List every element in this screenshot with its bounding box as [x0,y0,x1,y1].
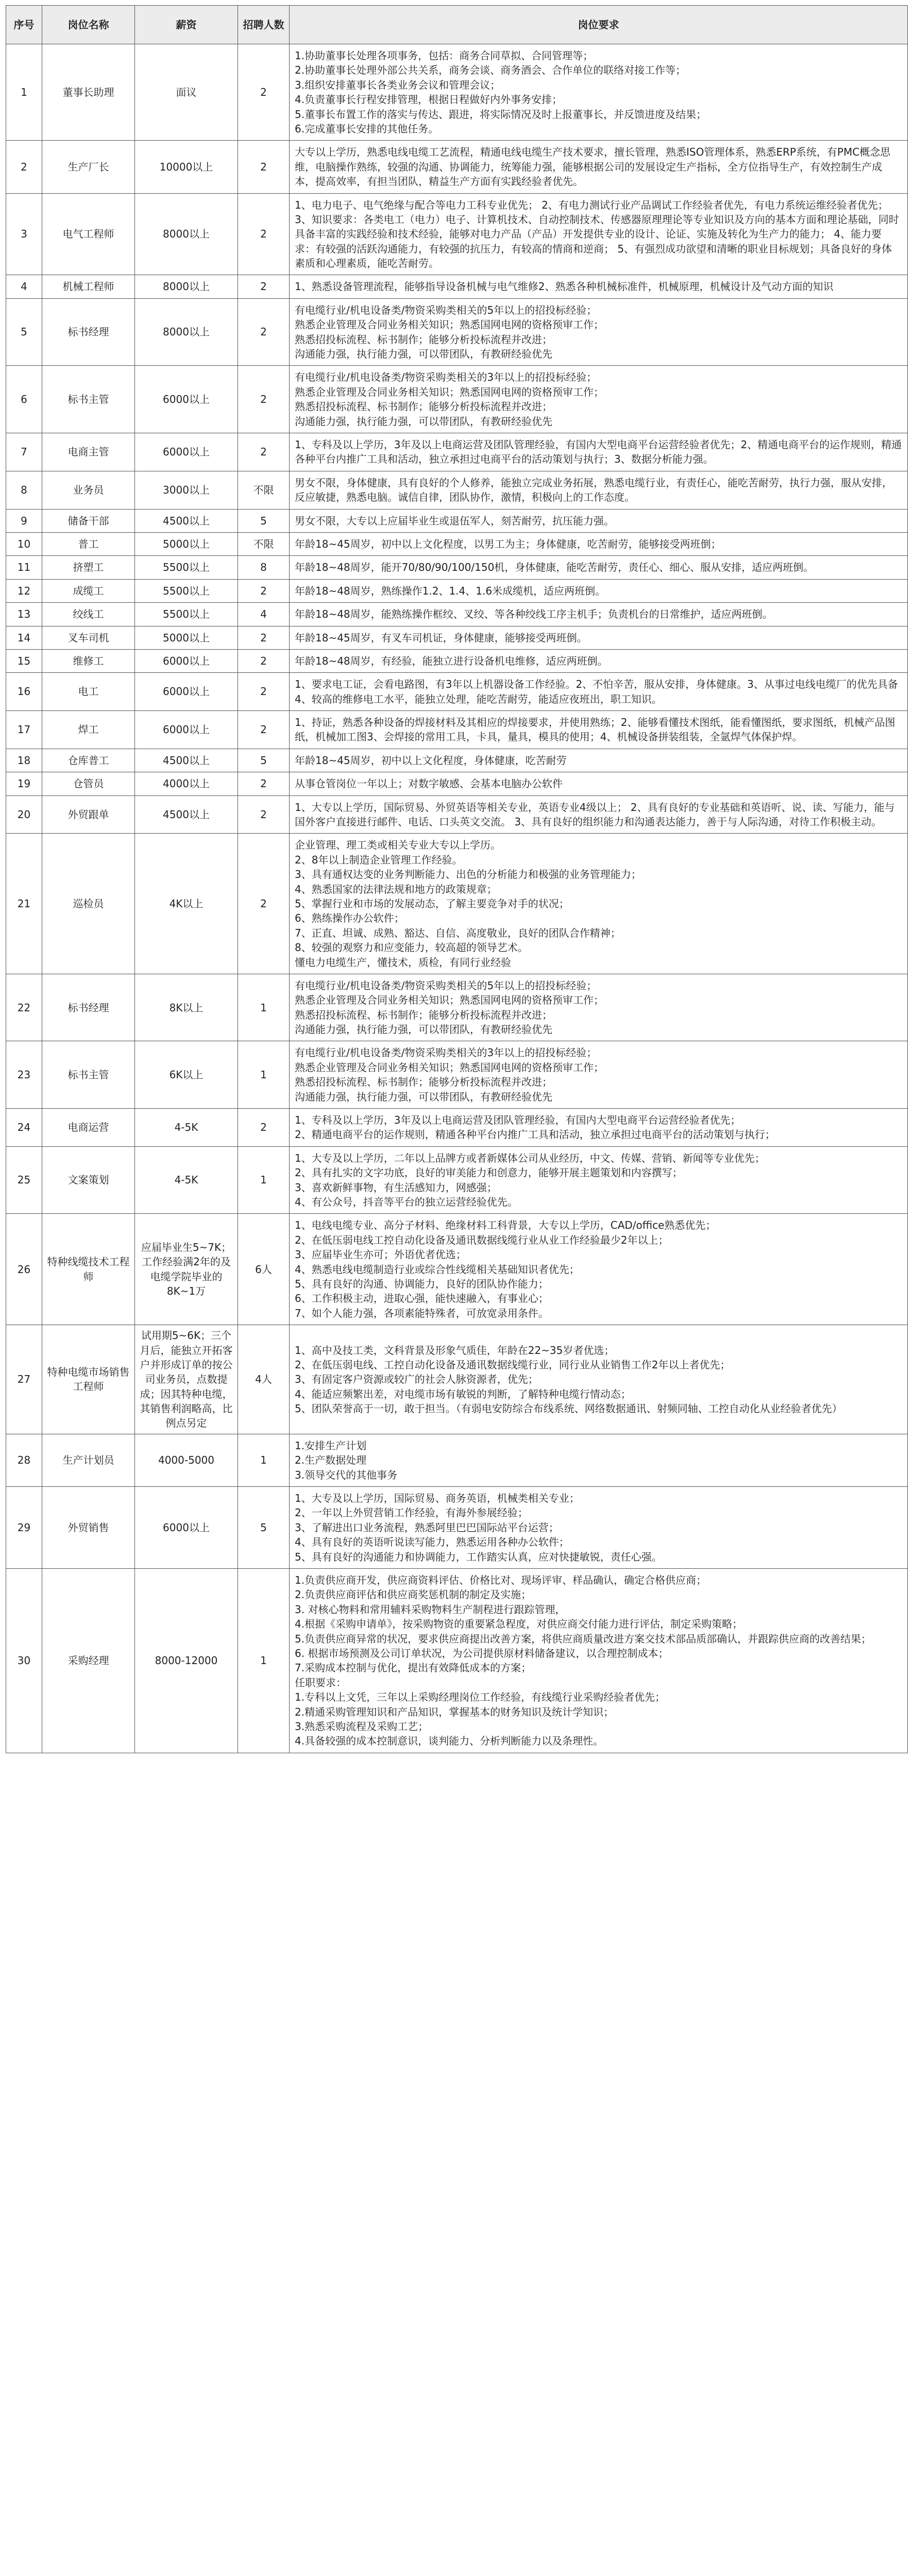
table-row [6,579,908,602]
requirements-cell [290,141,908,193]
headcount-cell: 2 [238,711,290,749]
requirement-line: 1、电线电缆专业、高分子材料、绝缘材料工科背景，大专以上学历，CAD/office熟悉优先； [295,1219,716,1232]
table-row [6,974,908,1041]
table-row [6,1434,908,1486]
row-index: 27 [6,1325,42,1434]
position-name: 绞线工 [42,603,135,626]
requirements-cell [290,366,908,433]
requirement-line: 1.负责供应商开发，供应商资料评估、价格比对、现场评审、样品确认，确定合格供应商； [295,1573,707,1586]
position-name: 外贸销售 [42,1487,135,1569]
headcount-cell: 1 [238,1041,290,1109]
requirement-line: 熟悉招投标流程、标书制作；能够分析投标流程并改进； [295,333,552,346]
position-name: 挤塑工 [42,556,135,579]
row-index: 21 [6,834,42,974]
requirement-line: 1、大专及以上学历，二年以上品牌方或者新媒体公司从业经历，中文、传媒、营销、新闻等专业优先； [295,1151,765,1164]
requirements-cell [290,1434,908,1486]
requirement-line: 3、具有通权达变的业务判断能力、出色的分析能力和极强的业务管理能力； [295,868,641,881]
requirement-line: 4、有公众号，抖音等平台的独立运营经验优先。 [295,1196,518,1208]
table-row [6,673,908,711]
job-table [6,5,908,1753]
headcount-cell: 4 [238,603,290,626]
headcount-cell: 2 [238,275,290,298]
salary-cell: 6000以上 [135,711,238,749]
requirement-line: 熟悉企业管理及合同业务相关知识；熟悉国网电网的资格预审工作； [295,1061,604,1074]
position-name: 董事长助理 [42,44,135,141]
requirements-cell [290,1146,908,1214]
requirements-cell [290,532,908,555]
table-row [6,1214,908,1325]
row-index: 5 [6,298,42,366]
position-name: 生产计划员 [42,1434,135,1486]
salary-cell: 5000以上 [135,626,238,649]
salary-cell: 6000以上 [135,673,238,711]
row-index: 16 [6,673,42,711]
requirements-cell [290,626,908,649]
requirements-cell [290,471,908,509]
row-index: 22 [6,974,42,1041]
requirement-line: 4、具有良好的英语听说读写能力，熟悉运用各种办公软件； [295,1536,569,1549]
requirements-cell [290,1041,908,1109]
requirements-cell [290,579,908,602]
row-index: 9 [6,509,42,532]
row-index: 7 [6,433,42,471]
row-index: 17 [6,711,42,749]
salary-cell: 8000以上 [135,298,238,366]
requirement-line: 2、一年以上外贸营销工作经验，有海外参展经验； [295,1506,528,1519]
position-name: 电商运营 [42,1109,135,1147]
requirement-line: 1、高中及技工类，文科背景及形象气质佳，年龄在22~35岁者优选； [295,1344,615,1357]
table-row [6,509,908,532]
position-name: 标书经理 [42,298,135,366]
row-index: 23 [6,1041,42,1109]
table-row [6,1109,908,1147]
requirements-cell [290,1214,908,1325]
position-name: 文案策划 [42,1146,135,1214]
table-row [6,44,908,141]
requirement-line: 1、专科及以上学历，3年及以上电商运营及团队管理经验，有国内大型电商平台运营经验者优先；2、精通电商平台的运作规则，精通各种平台内推广工具和活动，独立承担过电商平台的活动策划与执行；3、数据分析能力强。 [295,438,902,466]
salary-cell: 4500以上 [135,509,238,532]
salary-cell: 5500以上 [135,603,238,626]
requirements-cell [290,433,908,471]
headcount-cell: 2 [238,366,290,433]
requirements-cell [290,772,908,795]
requirement-line: 年龄18~45周岁，有叉车司机证，身体健康，能够接受两班倒。 [295,631,587,644]
position-name: 标书经理 [42,974,135,1041]
recruitment-sheet [6,5,907,1753]
row-index: 19 [6,772,42,795]
requirement-line: 1、熟悉设备管理流程，能够指导设备机械与电气维修2、熟悉各种机械标准件，机械原理，机械设计及气动方面的知识 [295,280,834,293]
requirements-cell [290,298,908,366]
requirement-line: 4.根据《采购申请单》，按采购物资的重要紧急程度，对供应商交付能力进行评估，制定采购策略； [295,1618,743,1631]
row-index: 4 [6,275,42,298]
position-name: 储备干部 [42,509,135,532]
requirement-line: 2.精通采购管理知识和产品知识，掌握基本的财务知识及统计学知识； [295,1705,614,1718]
requirement-line: 1.专科以上文凭，三年以上采购经理岗位工作经验，有线缆行业采购经验者优先； [295,1691,666,1704]
headcount-cell: 2 [238,1109,290,1147]
position-name: 焊工 [42,711,135,749]
requirement-line: 6、熟练操作办公软件； [295,912,404,925]
requirements-cell [290,834,908,974]
job-rows [6,44,908,1753]
requirement-line: 年龄18~48周岁，熟练操作1.2、1.4、1.6米成缆机，适应两班倒。 [295,584,606,597]
salary-cell: 4500以上 [135,795,238,834]
salary-cell: 4000以上 [135,772,238,795]
requirement-line: 2.负责供应商评估和供应商奖惩机制的制定及实施； [295,1588,532,1601]
requirement-line: 3.领导交代的其他事务 [295,1468,398,1481]
header-position: 岗位名称 [42,6,135,44]
requirements-cell [290,711,908,749]
table-row [6,711,908,749]
headcount-cell: 2 [238,649,290,672]
headcount-cell: 2 [238,433,290,471]
table-row [6,772,908,795]
salary-cell: 5500以上 [135,556,238,579]
requirement-line: 沟通能力强，执行能力强，可以带团队，有教研经验优先 [295,1023,552,1036]
row-index: 12 [6,579,42,602]
requirement-line: 6.完成董事长安排的其他任务。 [295,122,439,135]
position-name: 特种电缆市场销售工程师 [42,1325,135,1434]
position-name: 外贸跟单 [42,795,135,834]
position-name: 标书主管 [42,366,135,433]
requirements-cell [290,193,908,275]
requirement-line: 大专以上学历，熟悉电线电缆工艺流程，精通电线电缆生产技术要求，擅长管理，熟悉ISO管理体系，熟悉ERP系统，有PMC概念思维，电脑操作熟练，较强的沟通、协调能力，统筹能力强，能够根据公司的发展设定生产指标，全方位指导生产，有效控制生产成本，提高效率，有担当团队，精益生产方面有实践经验者优先。 [295,146,891,188]
headcount-cell: 2 [238,626,290,649]
headcount-cell: 1 [238,1434,290,1486]
requirement-line: 2.生产数据处理 [295,1454,367,1467]
salary-cell: 面议 [135,44,238,141]
headcount-cell: 5 [238,509,290,532]
requirement-line: 1、大专及以上学历，国际贸易、商务英语，机械类相关专业； [295,1492,580,1505]
salary-cell: 8000-12000 [135,1568,238,1753]
requirement-line: 1.安排生产计划 [295,1439,367,1452]
table-row [6,1146,908,1214]
table-row [6,1041,908,1109]
position-name: 成缆工 [42,579,135,602]
salary-cell: 应届毕业生5~7K；工作经验满2年的及电缆学院毕业的8K~1万 [135,1214,238,1325]
requirement-line: 3.熟悉采购流程及采购工艺； [295,1720,429,1733]
position-name: 特种线缆技术工程师 [42,1214,135,1325]
row-index: 24 [6,1109,42,1147]
requirement-line: 4.具备较强的成本控制意识，谈判能力、分析判断能力以及条理性。 [295,1735,604,1748]
requirement-line: 2、8年以上制造企业管理工作经验。 [295,853,463,866]
requirement-line: 熟悉招投标流程、标书制作；能够分析投标流程并改进； [295,400,552,413]
salary-cell: 4-5K [135,1146,238,1214]
header-index: 序号 [6,6,42,44]
requirement-line: 3、应届毕业生亦可；外语优者优选； [295,1248,466,1261]
header-headcount: 招聘人数 [238,6,290,44]
requirement-line: 2、在低压弱电线、工控自动化设备及通讯数据线缆行业，同行业从业销售工作2年以上者优先； [295,1358,731,1371]
position-name: 仓库普工 [42,749,135,772]
headcount-cell: 2 [238,834,290,974]
requirement-line: 7、如个人能力强，各项素能特殊者，可放宽录用条件。 [295,1307,549,1319]
requirements-cell [290,673,908,711]
requirement-line: 3. 对核心物料和常用辅料采购物料生产制程进行跟踪管理， [295,1603,566,1616]
requirements-cell [290,509,908,532]
table-row [6,366,908,433]
requirement-line: 年龄18~48周岁，能熟练操作框绞、叉绞、等各种绞线工序主机手；负责机台的日常维护，适应两班倒。 [295,608,773,621]
requirement-line: 1.协助董事长处理各项事务，包括：商务合同草拟、合同管理等； [295,49,594,62]
table-row [6,298,908,366]
header-requirements: 岗位要求 [290,6,908,44]
headcount-cell: 4人 [238,1325,290,1434]
requirements-cell [290,1568,908,1753]
headcount-cell: 不限 [238,471,290,509]
headcount-cell: 2 [238,772,290,795]
requirement-line: 熟悉企业管理及合同业务相关知识；熟悉国网电网的资格预审工作； [295,385,604,398]
salary-cell: 6K以上 [135,1041,238,1109]
table-row [6,532,908,555]
requirement-line: 2.协助董事长处理外部公共关系，商务会谈、商务酒会、合作单位的联络对接工作等； [295,64,686,77]
requirement-line: 4、能适应频繁出差，对电缆市场有敏锐的判断，了解特种电缆行情动态； [295,1387,631,1400]
requirement-line: 沟通能力强，执行能力强，可以带团队，有教研经验优先 [295,415,552,428]
row-index: 3 [6,193,42,275]
requirement-line: 2、在低压弱电线工控自动化设备及通讯数据线缆行业从业工作经验最少2年以上； [295,1233,669,1246]
headcount-cell: 2 [238,579,290,602]
headcount-cell: 2 [238,141,290,193]
salary-cell: 5500以上 [135,579,238,602]
table-row [6,1568,908,1753]
salary-cell: 3000以上 [135,471,238,509]
headcount-cell: 6人 [238,1214,290,1325]
requirement-line: 男女不限，身体健康，具有良好的个人修养，能独立完成业务拓展，熟悉电缆行业，有责任心，能吃苦耐劳，执行力强，服从安排，反应敏捷，熟悉电脑。诚信自律，团队协作，激情，积极向上的工作态度。 [295,476,892,504]
row-index: 28 [6,1434,42,1486]
position-name: 标书主管 [42,1041,135,1109]
salary-cell: 4K以上 [135,834,238,974]
requirement-line: 年龄18~45周岁，初中以上文化程度，身体健康，吃苦耐劳 [295,754,567,767]
row-index: 20 [6,795,42,834]
requirements-cell [290,1487,908,1569]
salary-cell: 8K以上 [135,974,238,1041]
requirement-line: 企业管理、理工类或相关专业大专以上学历。 [295,839,501,852]
position-name: 普工 [42,532,135,555]
table-row [6,141,908,193]
requirement-line: 熟悉招投标流程、标书制作；能够分析投标流程并改进； [295,1076,552,1089]
requirement-line: 2、精通电商平台的运作规则，精通各种平台内推广工具和活动，独立承担过电商平台的活动策划与执行； [295,1128,775,1141]
position-name: 电工 [42,673,135,711]
table-row [6,795,908,834]
row-index: 2 [6,141,42,193]
requirement-line: 4.负责董事长行程安排管理，根据日程做好内外事务安排； [295,93,563,106]
requirement-line: 年龄18~48周岁，能开70/80/90/100/150机，身体健康，能吃苦耐劳，责任心、细心、服从安排，适应两班倒。 [295,561,814,574]
requirement-line: 4、熟悉电线电缆制造行业或综合性线缆相关基础知识者优先； [295,1263,580,1276]
requirements-cell [290,1325,908,1434]
requirement-line: 8、较强的观察力和应变能力，较高超的领导艺术。 [295,941,528,954]
requirement-line: 3、有固定客户资源或较广的社会人脉资源者，优先； [295,1373,538,1386]
requirement-line: 1、要求电工证，会看电路图，有3年以上机器设备工作经验。2、不怕辛苦，服从安排，身体健康。3、从事过电线电缆厂的优先具备 4、较高的维修电工水平，能独立处理，能吃苦耐劳，能适应夜班出，职工知识。 [295,678,898,705]
requirement-line: 沟通能力强，执行能力强，可以带团队，有教研经验优先 [295,1090,552,1103]
requirements-cell [290,974,908,1041]
requirement-line: 5、具有良好的沟通、协调能力，良好的团队协作能力； [295,1277,549,1290]
row-index: 13 [6,603,42,626]
requirement-line: 从事仓管岗位一年以上；对数字敏感、会基本电脑办公软件 [295,777,563,790]
headcount-cell: 1 [238,974,290,1041]
row-index: 1 [6,44,42,141]
table-row [6,649,908,672]
table-row [6,471,908,509]
requirement-line: 有电缆行业/机电设备类/物资采购类相关的3年以上的招投标经验； [295,371,597,384]
requirement-line: 年龄18~45周岁，初中以上文化程度，以男工为主；身体健康，吃苦耐劳，能够接受两班倒； [295,537,721,550]
row-index: 29 [6,1487,42,1569]
row-index: 18 [6,749,42,772]
table-row [6,603,908,626]
requirements-cell [290,556,908,579]
requirement-line: 5、掌握行业和市场的发展动态，了解主要竞争对手的状况； [295,897,569,910]
row-index: 14 [6,626,42,649]
header-row [6,6,908,44]
headcount-cell: 不限 [238,532,290,555]
table-row [6,834,908,974]
requirement-line: 4、熟悉国家的法律法规和地方的政策规章； [295,883,497,895]
requirements-cell [290,795,908,834]
table-row [6,626,908,649]
salary-cell: 6000以上 [135,1487,238,1569]
salary-cell: 4000-5000 [135,1434,238,1486]
headcount-cell: 1 [238,1568,290,1753]
headcount-cell: 2 [238,673,290,711]
requirement-line: 沟通能力强，执行能力强，可以带团队，有教研经验优先 [295,348,552,361]
headcount-cell: 2 [238,298,290,366]
salary-cell: 试用期5~6K；三个月后，能独立开拓客户并形成订单的按公司业务员，点数提成；因其特种电缆，其销售利润略高，比例点另定 [135,1325,238,1434]
position-name: 业务员 [42,471,135,509]
requirements-cell [290,649,908,672]
requirement-line: 熟悉企业管理及合同业务相关知识；熟悉国网电网的资格预审工作； [295,994,604,1007]
position-name: 维修工 [42,649,135,672]
headcount-cell: 2 [238,193,290,275]
table-row [6,1487,908,1569]
salary-cell: 4500以上 [135,749,238,772]
table-row [6,749,908,772]
requirements-cell [290,275,908,298]
row-index: 11 [6,556,42,579]
requirement-line: 有电缆行业/机电设备类/物资采购类相关的5年以上的招投标经验； [295,979,597,992]
requirements-cell [290,749,908,772]
requirement-line: 7.采购成本控制与优化，提出有效降低成本的方案； [295,1662,532,1674]
requirement-line: 1、电力电子、电气绝缘与配合等电力工科专业优先； 2、有电力测试行业产品调试工作经验者优先，有电力系统运维经验者优先； 3、知识要求：各类电工（电力）电子、计算机技术、自动控制技术、传感器原理理论等专业知识及方向的基本方面和理论基础，同时具备丰富的实践经验和技术经验，能够对电力产品（产品）开发提供专业的设计、论证、实施及转化为生产力的能力； 4、能力要求：有较强的活跃沟通能力，有较强的抗压力，有较高的情商和逆商； 5、有强烈成功欲望和清晰的职业目标规划；具备良好的身体素质和心理素质，能吃苦耐劳。 [295,198,899,270]
requirement-line: 5、具有良好的沟通能力和协调能力，工作踏实认真，应对快捷敏锐，责任心强。 [295,1550,662,1563]
headcount-cell: 8 [238,556,290,579]
requirement-line: 2、具有扎实的文字功底，良好的审美能力和创意力，能够开展主题策划和内容撰写； [295,1166,683,1179]
requirement-line: 6. 根据市场预测及公司订单状况，为公司提供原材料储备建议，以合理控制成本； [295,1647,669,1659]
requirement-line: 男女不限，大专以上应届毕业生或退伍军人，刻苦耐劳，抗压能力强。 [295,514,614,527]
row-index: 10 [6,532,42,555]
position-name: 采购经理 [42,1568,135,1753]
requirement-line: 3、喜欢新鲜事物，有生活感知力，网感强； [295,1181,497,1194]
requirement-line: 1、大专以上学历，国际贸易、外贸英语等相关专业，英语专业4级以上； 2、具有良好的专业基础和英语听、说、读、写能力，能与国外客户直接进行邮件、电话、口头英文交流。 3、具有良好的组织能力和沟通表达能力，善于与人际沟通，对待工作积极主动。 [295,801,895,828]
salary-cell: 5000以上 [135,532,238,555]
headcount-cell: 5 [238,749,290,772]
requirement-line: 懂电力电缆生产，懂技术，质检，有同行业经验 [295,956,511,969]
requirements-cell [290,603,908,626]
position-name: 机械工程师 [42,275,135,298]
row-index: 26 [6,1214,42,1325]
salary-cell: 4-5K [135,1109,238,1147]
requirement-line: 1、专科及以上学历，3年及以上电商运营及团队管理经验，有国内大型电商平台运营经验者优先； [295,1114,741,1127]
table-row [6,556,908,579]
requirement-line: 有电缆行业/机电设备类/物资采购类相关的3年以上的招投标经验； [295,1046,597,1059]
requirement-line: 5.董事长布置工作的落实与传达、跟进，将实际情况及时上报董事长，并反馈进度及结果； [295,108,707,121]
salary-cell: 8000以上 [135,275,238,298]
salary-cell: 6000以上 [135,433,238,471]
table-row [6,275,908,298]
row-index: 25 [6,1146,42,1214]
requirement-line: 1、持证，熟悉各种设备的焊接材料及其相应的焊接要求，并使用熟练；2、能够看懂技术图纸，能看懂图纸，要求图纸，机械产品图纸，机械加工图3、会焊接的常用工具，卡具，量具，模具的使用；4、机械设备拼装组装，全氩焊气体保护焊。 [295,716,895,743]
headcount-cell: 5 [238,1487,290,1569]
position-name: 叉车司机 [42,626,135,649]
table-row [6,1325,908,1434]
salary-cell: 8000以上 [135,193,238,275]
requirement-line: 5、团队荣誉高于一切，敢于担当。（有弱电安防综合布线系统、网络数据通讯、射频同轴、工控自动化从业经验者优先） [295,1402,842,1415]
position-name: 巡检员 [42,834,135,974]
requirement-line: 熟悉企业管理及合同业务相关知识；熟悉国网电网的资格预审工作； [295,318,604,331]
position-name: 电气工程师 [42,193,135,275]
requirement-line: 任职要求： [295,1676,346,1689]
headcount-cell: 2 [238,44,290,141]
header-salary: 薪资 [135,6,238,44]
headcount-cell: 2 [238,795,290,834]
requirement-line: 有电缆行业/机电设备类/物资采购类相关的5年以上的招投标经验； [295,303,597,316]
requirement-line: 7、正直、坦诚、成熟、豁达、自信、高度敬业，良好的团队合作精神； [295,926,621,939]
requirements-cell [290,1109,908,1147]
position-name: 仓管员 [42,772,135,795]
requirement-line: 3.组织安排董事长各类业务会议和管理会议； [295,78,501,91]
requirement-line: 5.负责供应商异常的状况，要求供应商提出改善方案，将供应商质量改进方案交技术部品质部确认，并跟踪供应商的改善结果； [295,1632,872,1645]
requirement-line: 熟悉招投标流程、标书制作；能够分析投标流程并改进； [295,1008,552,1021]
row-index: 30 [6,1568,42,1753]
requirements-cell [290,44,908,141]
requirement-line: 3、了解进出口业务流程，熟悉阿里巴巴国际站平台运营； [295,1521,559,1534]
position-name: 生产厂长 [42,141,135,193]
row-index: 15 [6,649,42,672]
requirement-line: 6、工作积极主动，进取心强，能快速融入，有事业心； [295,1292,549,1305]
salary-cell: 6000以上 [135,366,238,433]
row-index: 8 [6,471,42,509]
row-index: 6 [6,366,42,433]
table-row [6,433,908,471]
table-row [6,193,908,275]
requirement-line: 年龄18~48周岁，有经验，能独立进行设备机电维修，适应两班倒。 [295,654,608,667]
headcount-cell: 1 [238,1146,290,1214]
salary-cell: 6000以上 [135,649,238,672]
salary-cell: 10000以上 [135,141,238,193]
position-name: 电商主管 [42,433,135,471]
